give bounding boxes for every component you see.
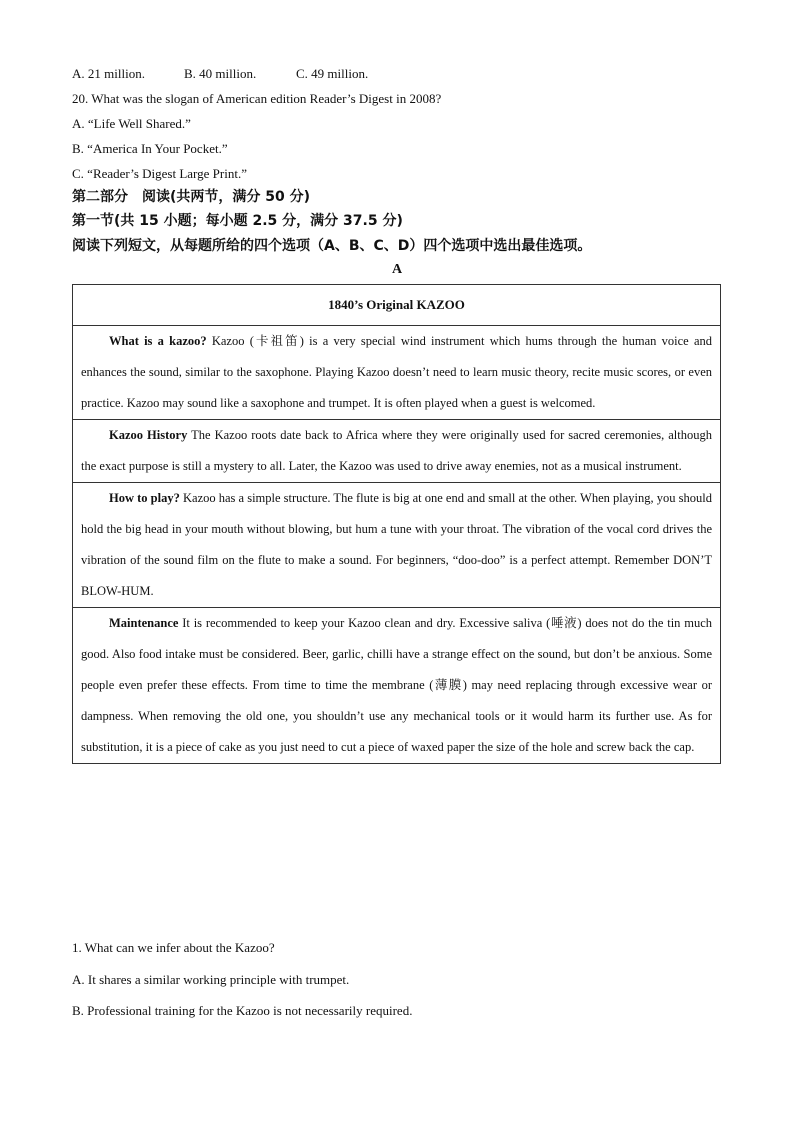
block-text: Kazoo (卡祖笛) is a very special wind instrument which hums through the human voice and enhances the sound, similar to the saxophone. Playing Kazoo doesn’t need to learn music theory, recite music scores, or even practice. Kazoo may sound like a saxophone and trumpet. It is often played when a guest is welcomed.: [81, 334, 712, 410]
block-heading: How to play?: [109, 491, 180, 505]
q1-option-b: B. Professional training for the Kazoo is not necessarily required.: [72, 1003, 413, 1018]
block-heading: Maintenance: [109, 616, 179, 630]
block-heading: What is a kazoo?: [109, 334, 207, 348]
q19-option-b: B. 40 million.: [184, 66, 257, 81]
block-text: It is recommended to keep your Kazoo clean and dry. Excessive saliva (唾液) does not do the tin much good. Also food intake must be considered. Beer, garlic, chilli have a strange effect on the sound, but don’t be anxious. Some people even prefer these effects. From time to time the membrane (薄膜) may need replacing through excessive wear or dampness. When removing the old one, you shouldn’t use any mechanical tools or it would harm its further use. As for substitution, it is a piece of cake as you just need to cut a piece of waxed paper the size of the hole and screw back the cap.: [81, 616, 712, 754]
sub-section-title: 第一节(共 15 小题；每小题 2.5 分，满分 37.5 分): [72, 213, 403, 229]
reading-instruction: 阅读下列短文，从每题所给的四个选项（A、B、C、D）四个选项中选出最佳选项。: [72, 238, 592, 254]
block-text: The Kazoo roots date back to Africa where they were originally used for sacred ceremonies, although the exact purpose is still a mystery to all. Later, the Kazoo was used to drive away enemies, not as a musical instrument.: [81, 428, 713, 473]
q20-option-a: A. “Life Well Shared.”: [72, 116, 191, 131]
q19-option-c: C. 49 million.: [296, 66, 369, 81]
q19-options: [72, 66, 368, 82]
q1-stem: 1. What can we infer about the Kazoo?: [72, 940, 275, 955]
q19-option-a: A. 21 million.: [72, 66, 145, 81]
passage-title-row: [73, 285, 721, 326]
q20-option-b: B. “America In Your Pocket.”: [72, 141, 228, 156]
passage-title: 1840’s Original KAZOO: [73, 285, 721, 326]
q20-stem: 20. What was the slogan of American edition Reader’s Digest in 2008?: [72, 91, 442, 106]
passage-block-what-is: [73, 326, 721, 420]
passage-block-maintenance: [73, 608, 721, 764]
part-title: 第二部分 阅读(共两节，满分 50 分): [72, 189, 311, 205]
passage-block-row: [73, 483, 721, 608]
block-heading: Kazoo History: [109, 428, 188, 442]
passage-block-how-to-play: [73, 483, 721, 608]
passage-table: [72, 284, 721, 764]
passage-block-row: [73, 420, 721, 483]
q20-option-c: C. “Reader’s Digest Large Print.”: [72, 166, 247, 181]
passage-block-row: [73, 608, 721, 764]
passage-block-row: [73, 326, 721, 420]
block-text: Kazoo has a simple structure. The flute is big at one end and small at the other. When playing, you should hold the big head in your mouth without blowing, but hum a tune with your throat. The vibration of the vocal cord drives the vibration of the sound film on the flute to make a sound. For beginners, “doo-doo” is a perfect attempt. Remember DON’T BLOW-HUM.: [81, 491, 713, 598]
passage-label: A: [391, 262, 403, 277]
q1-option-a: A. It shares a similar working principle with trumpet.: [72, 972, 350, 987]
passage-block-history: [73, 420, 721, 483]
